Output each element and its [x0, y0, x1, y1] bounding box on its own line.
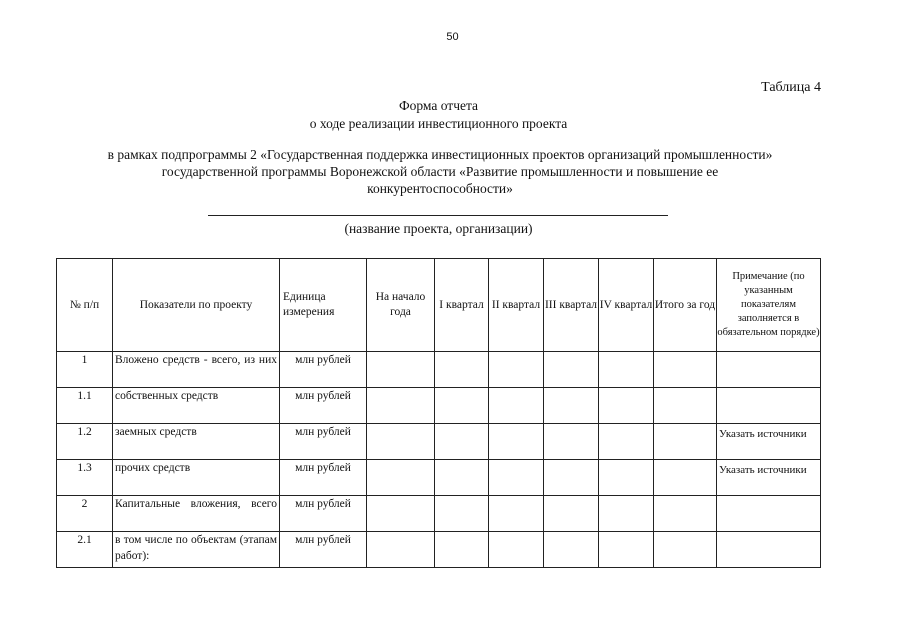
- cell-q1: [435, 460, 489, 496]
- row-num: 1.1: [57, 388, 113, 424]
- cell-q3: [544, 424, 599, 460]
- row-unit: млн рублей: [280, 460, 367, 496]
- cell-total-year: [654, 460, 717, 496]
- row-note: Указать источники: [717, 424, 821, 460]
- cell-q3: [544, 460, 599, 496]
- cell-start-of-year: [367, 496, 435, 532]
- form-title: [0, 97, 877, 133]
- row-indicator: собственных средств: [113, 388, 280, 424]
- cell-q2: [489, 460, 544, 496]
- program-description-line-1: в рамках подпрограммы 2 «Государственная поддержка инвестиционных проектов организаций промышленности»: [107, 147, 773, 162]
- cell-q2: [489, 532, 544, 568]
- cell-q4: [599, 388, 654, 424]
- cell-q2: [489, 352, 544, 388]
- header-total-year: Итого за год: [654, 259, 717, 352]
- cell-q2: [489, 424, 544, 460]
- header-q3: III квартал: [544, 259, 599, 352]
- cell-q3: [544, 532, 599, 568]
- header-start-of-year: На начало года: [367, 259, 435, 352]
- cell-q4: [599, 496, 654, 532]
- cell-q1: [435, 424, 489, 460]
- row-unit: млн рублей: [280, 532, 367, 568]
- cell-total-year: [654, 388, 717, 424]
- row-num: 1.2: [57, 424, 113, 460]
- header-q4: IV квартал: [599, 259, 654, 352]
- row-num: 2: [57, 496, 113, 532]
- cell-total-year: [654, 532, 717, 568]
- cell-q1: [435, 352, 489, 388]
- cell-start-of-year: [367, 352, 435, 388]
- form-title-line-2: о ходе реализации инвестиционного проекта: [309, 116, 568, 131]
- header-note: Примечание (по указанным показателям заполняется в обязательном порядке): [717, 259, 821, 352]
- table-header-row: [57, 259, 821, 352]
- header-q2: II квартал: [489, 259, 544, 352]
- header-num: № п/п: [57, 259, 113, 352]
- cell-q4: [599, 352, 654, 388]
- row-num: 1: [57, 352, 113, 388]
- cell-total-year: [654, 352, 717, 388]
- form-title-line-1: Форма отчета: [398, 98, 479, 113]
- row-indicator: Капитальные вложения, всего: [113, 496, 280, 532]
- row-note: [717, 496, 821, 532]
- cell-start-of-year: [367, 424, 435, 460]
- cell-q4: [599, 532, 654, 568]
- cell-q3: [544, 496, 599, 532]
- cell-total-year: [654, 496, 717, 532]
- page-number: 50: [446, 31, 459, 43]
- cell-start-of-year: [367, 460, 435, 496]
- cell-q2: [489, 388, 544, 424]
- header-indicators: Показатели по проекту: [113, 259, 280, 352]
- cell-q1: [435, 496, 489, 532]
- row-unit: млн рублей: [280, 496, 367, 532]
- table-row: [57, 496, 821, 532]
- row-unit: млн рублей: [280, 352, 367, 388]
- header-unit: Единица измерения: [280, 259, 367, 352]
- cell-q1: [435, 388, 489, 424]
- cell-total-year: [654, 424, 717, 460]
- program-description: [40, 146, 840, 197]
- table-row: [57, 424, 821, 460]
- cell-q2: [489, 496, 544, 532]
- row-indicator: Вложено средств - всего, из них: [113, 352, 280, 388]
- program-description-line-2: государственной программы Воронежской области «Развитие промышленности и повышение ее: [161, 164, 719, 179]
- table-label: Таблица 4: [761, 80, 821, 95]
- cell-start-of-year: [367, 532, 435, 568]
- row-indicator: прочих средств: [113, 460, 280, 496]
- row-note: Указать источники: [717, 460, 821, 496]
- cell-q4: [599, 460, 654, 496]
- table-row: [57, 460, 821, 496]
- row-unit: млн рублей: [280, 424, 367, 460]
- cell-q3: [544, 388, 599, 424]
- project-name-fill-line: [208, 215, 668, 216]
- program-description-line-3: конкурентоспособности»: [367, 181, 513, 196]
- report-table: [56, 258, 821, 568]
- row-note: [717, 388, 821, 424]
- row-indicator: в том числе по объектам (этапам работ):: [113, 532, 280, 568]
- table-row: [57, 532, 821, 568]
- cell-start-of-year: [367, 388, 435, 424]
- header-q1: I квартал: [435, 259, 489, 352]
- row-note: [717, 532, 821, 568]
- row-note: [717, 352, 821, 388]
- cell-q3: [544, 352, 599, 388]
- project-name-caption: (название проекта, организации): [344, 221, 533, 236]
- row-num: 1.3: [57, 460, 113, 496]
- cell-q1: [435, 532, 489, 568]
- row-unit: млн рублей: [280, 388, 367, 424]
- cell-q4: [599, 424, 654, 460]
- table-row: [57, 388, 821, 424]
- row-num: 2.1: [57, 532, 113, 568]
- table-row: [57, 352, 821, 388]
- row-indicator: заемных средств: [113, 424, 280, 460]
